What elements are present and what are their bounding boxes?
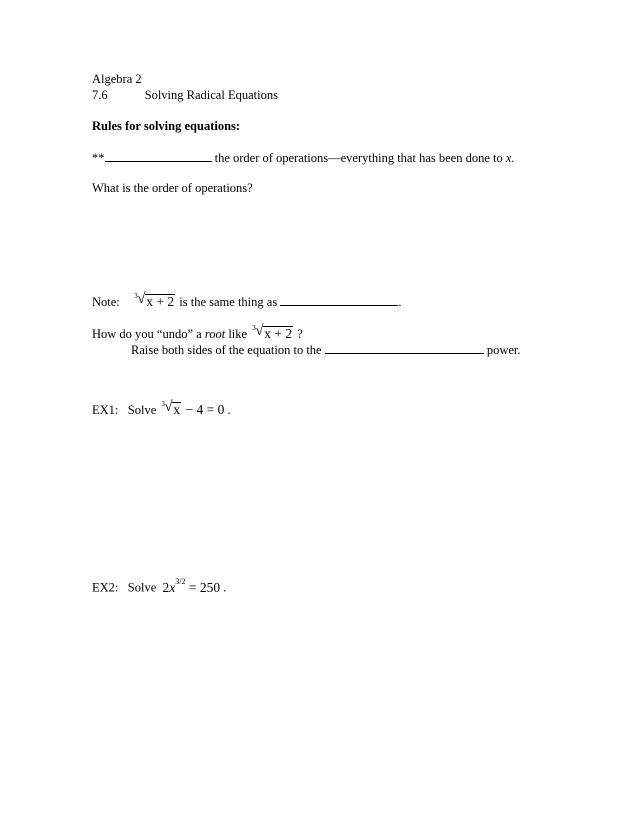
note-radical-expression [134,291,175,309]
instruction-before: Raise both sides of the equation to the [131,343,325,357]
ex2-exponent: 3/2 [175,577,186,586]
instruction-after: power. [483,343,521,357]
undo-question [92,323,303,342]
ex2-label: EX2: [92,580,119,595]
note-end: . [398,295,402,309]
ex2-equation [162,577,221,595]
note-text: is the same thing as [176,295,281,309]
rules-heading: Rules for solving equations: [92,119,241,133]
ex2-coef: 2 [162,579,170,595]
order-question: What is the order of operations? [92,181,253,195]
rule-end: . [511,151,515,165]
undo-text-like: like [225,327,251,341]
rule-prefix: ** [92,151,105,165]
undo-text-after: ? [294,327,303,341]
ex2-solve: Solve [127,580,157,595]
ex1-solve: Solve [127,403,157,417]
rule-line [92,150,515,166]
rule-var: x [505,151,512,165]
ex1-radical-expression [161,399,181,417]
note-radical-index: 3 [134,292,138,300]
rule-text: the order of operations—everything that has been done to [211,151,506,165]
ex2-var: x [169,579,176,595]
undo-instruction [131,342,521,358]
note-line [92,291,402,310]
undo-radicand: x + 2 [264,326,293,341]
radical-sign-icon: √ [255,323,264,339]
example-1 [92,399,231,418]
example-2 [92,576,226,596]
radical-sign-icon: √ [164,399,173,415]
note-radicand: x + 2 [146,294,175,309]
undo-radical-expression [252,323,293,341]
note-label: Note: [92,295,120,309]
ex2-rest: = 250 [185,579,221,595]
ex1-label: EX1: [92,403,119,417]
section-heading [92,88,278,103]
course-title [92,72,142,87]
ex1-radicand: x [173,402,181,417]
ex1-radical-index: 3 [161,400,165,408]
radical-sign-icon: √ [137,291,146,307]
ex1-end: . [227,403,231,417]
section-title: Solving Radical Equations [144,88,278,102]
ex2-end: . [223,580,227,595]
undo-radical-index: 3 [252,324,256,332]
power-blank[interactable] [325,342,484,354]
rule-blank[interactable] [105,150,212,162]
section-number: 7.6 [92,88,108,102]
undo-text-before: How do you “undo” a [92,327,205,341]
course-name: Algebra 2 [92,72,142,86]
ex1-equation-rest: − 4 = 0 [182,402,225,417]
note-blank[interactable] [280,294,398,306]
undo-root-word: root [204,327,226,341]
